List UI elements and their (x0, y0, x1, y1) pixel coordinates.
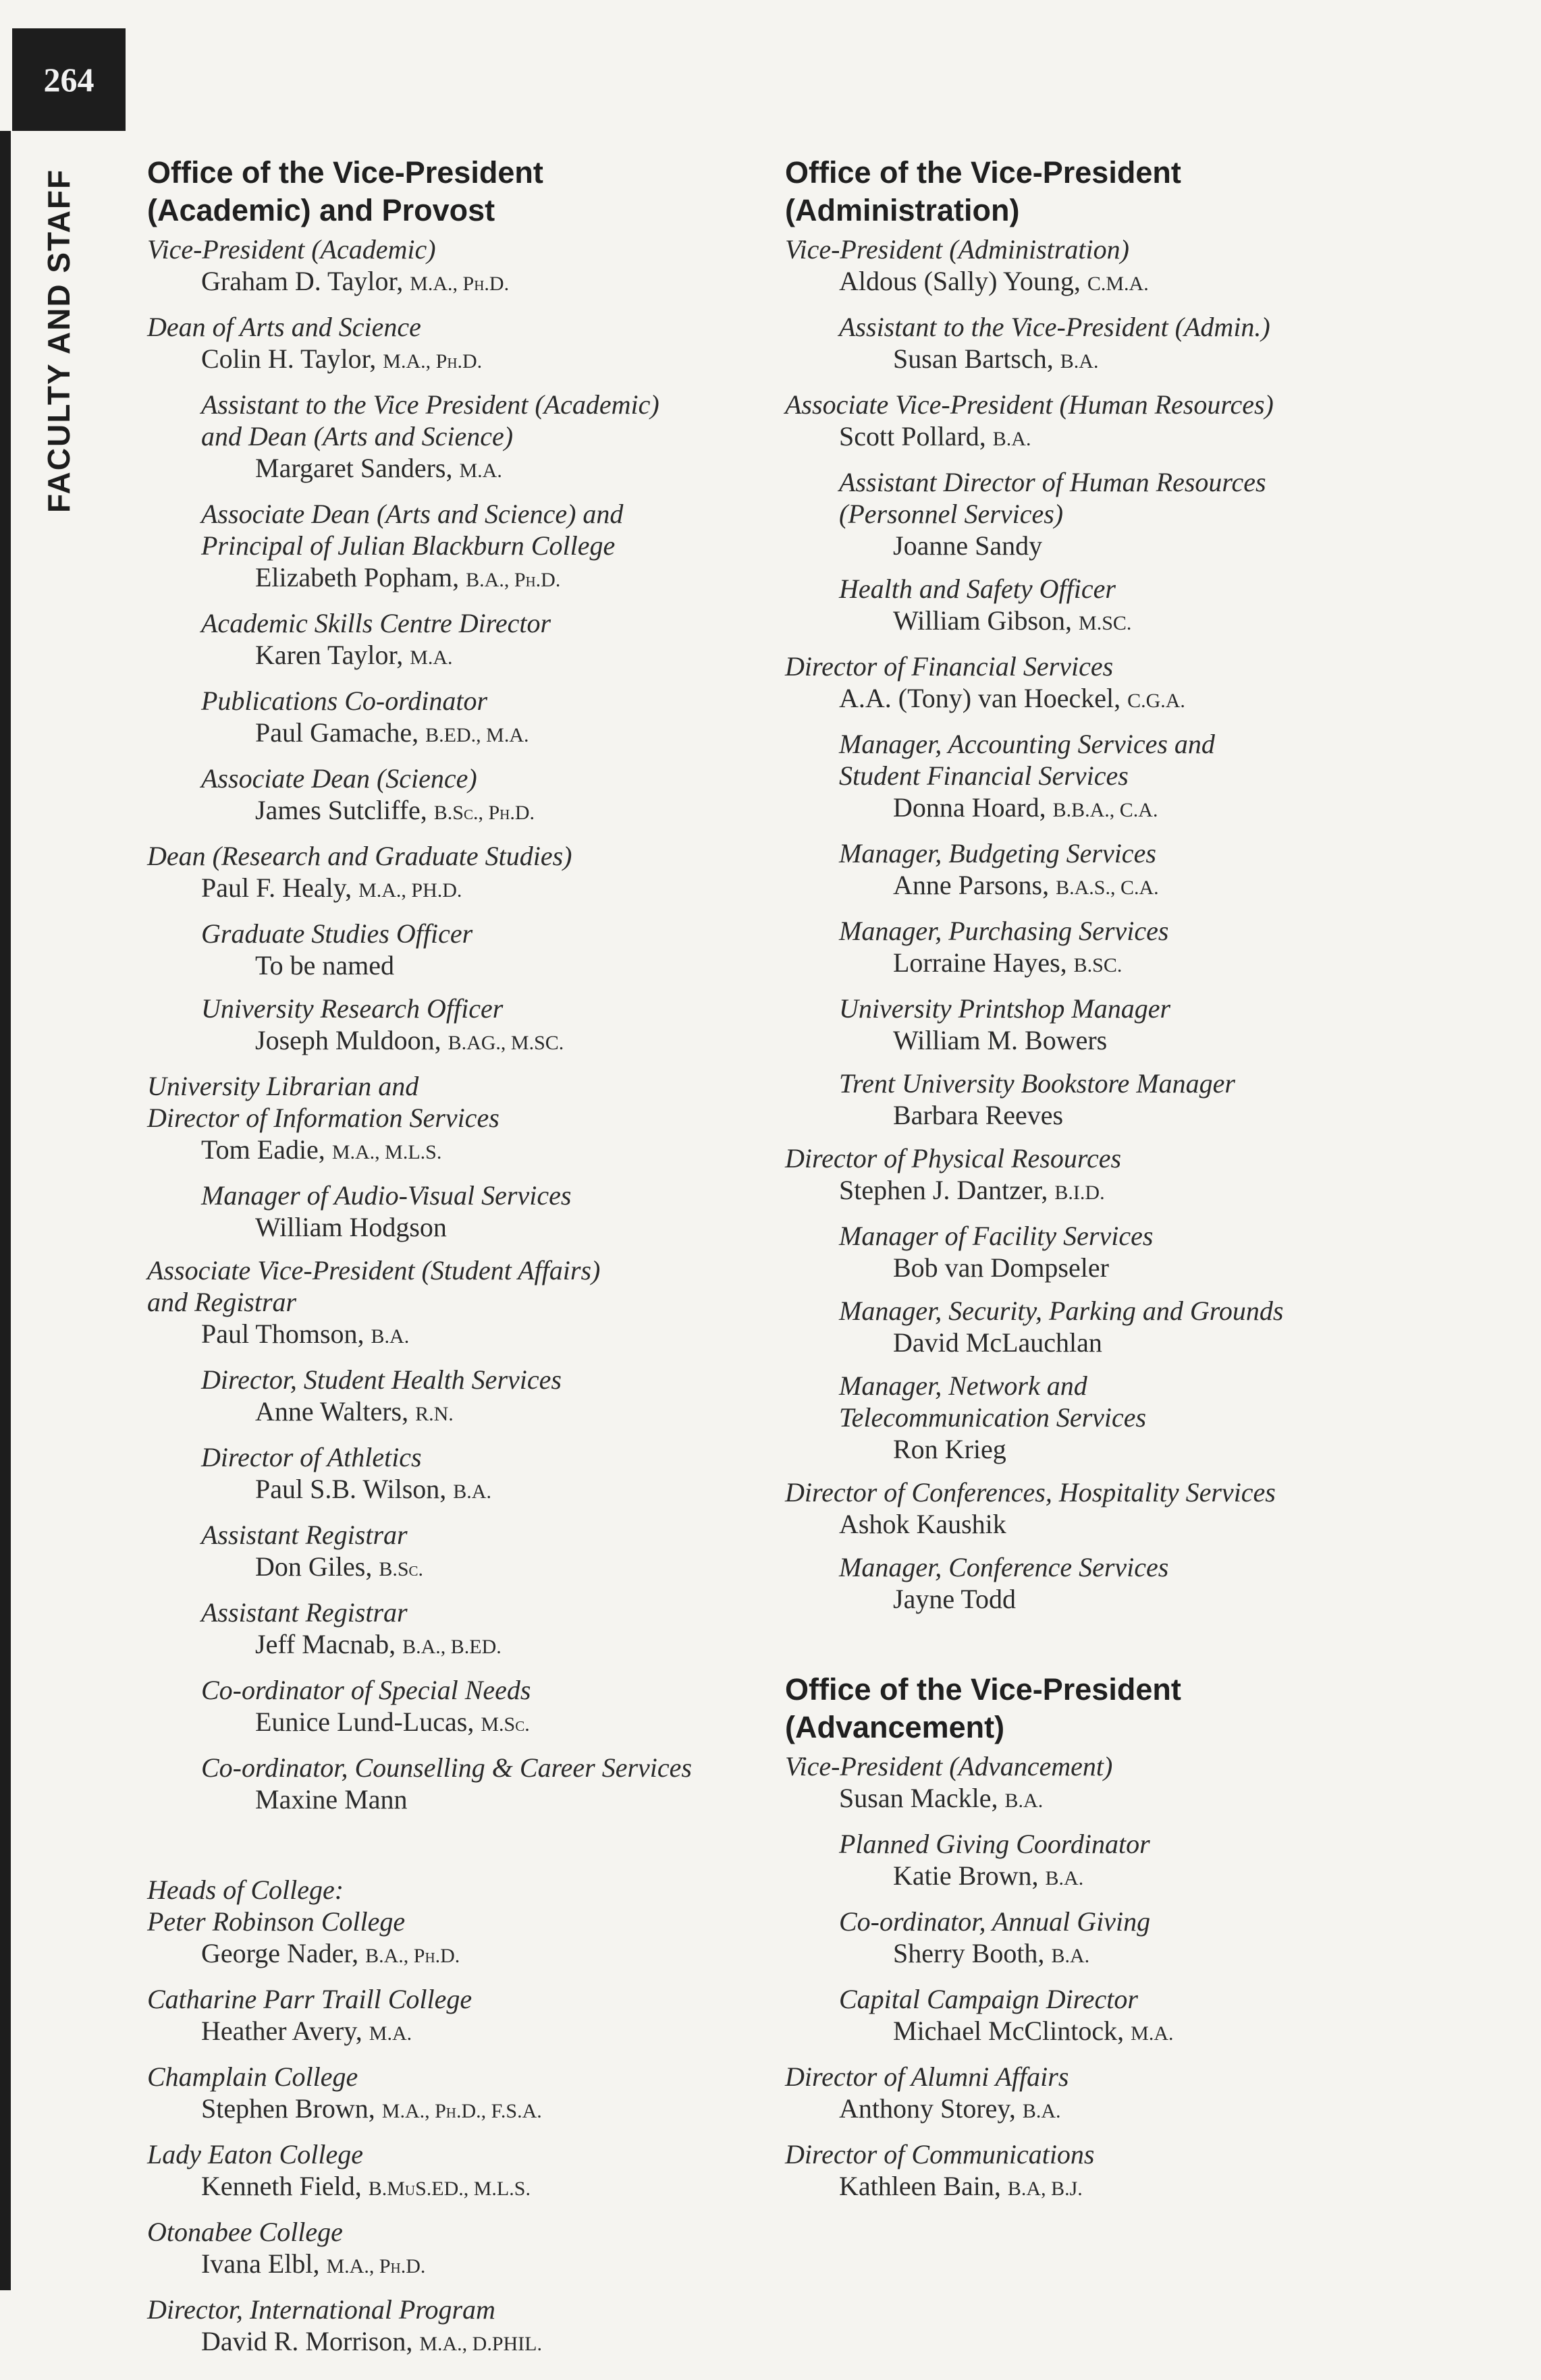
position-title: Trent University Bookstore Manager (839, 1068, 1235, 1099)
position-title: Associate Vice-President (Student Affairs) and Registrar (147, 1255, 601, 1317)
credentials: C.M.A. (1087, 273, 1149, 295)
person-name-line (785, 2170, 1487, 2205)
position-title: Catharine Parr Traill College (147, 1984, 472, 2014)
position-title: Dean (Research and Graduate Studies) (147, 841, 572, 871)
position-title: Manager, Security, Parking and Grounds (839, 1296, 1284, 1326)
staff-entry (147, 993, 768, 1059)
credentials: B.B.A., C.A. (1052, 799, 1158, 821)
person-name-line (147, 265, 768, 300)
position-title: Associate Dean (Science) (201, 763, 477, 794)
staff-entry (785, 1142, 1487, 1209)
credentials: M.A., Ph.D. (326, 2255, 426, 2277)
person-name: Sherry Booth, (893, 1938, 1045, 1968)
person-name: Ron Krieg (893, 1434, 1006, 1464)
person-name: Susan Mackle, (839, 1783, 998, 1813)
credentials: R.N. (415, 1403, 454, 1425)
person-name-line (147, 1134, 768, 1169)
staff-entry (785, 915, 1487, 982)
credentials: M.A., Ph.D. (410, 273, 510, 295)
credentials: B.A. (453, 1480, 491, 1503)
person-name-line (147, 2170, 768, 2205)
staff-entry (785, 311, 1487, 378)
person-name: Anthony Storey, (839, 2093, 1016, 2124)
credentials: B.A. (1022, 2100, 1061, 2122)
person-name-line (201, 717, 768, 752)
person-name: Ashok Kaushik (839, 1509, 1006, 1539)
person-name-line (201, 1551, 768, 1586)
person-name: Paul F. Healy, (201, 873, 352, 903)
person-name-line (147, 2015, 768, 2050)
person-name-line (839, 1327, 1487, 1359)
person-name: Barbara Reeves (893, 1100, 1064, 1130)
staff-entry (785, 993, 1487, 1057)
person-name: Paul Thomson, (201, 1319, 364, 1349)
credentials: B.A. (1045, 1867, 1084, 1889)
position-title: Manager, Budgeting Services (839, 838, 1156, 868)
person-name-line (201, 1211, 768, 1244)
person-name: A.A. (Tony) van Hoeckel, (839, 683, 1121, 713)
person-name-line (201, 452, 768, 487)
person-name-line (201, 561, 768, 597)
position-title: Champlain College (147, 2061, 358, 2092)
staff-entry (785, 1220, 1487, 1284)
person-name-line (839, 343, 1487, 378)
staff-entry (147, 840, 768, 907)
staff-entry (147, 1597, 768, 1663)
credentials: M.A. (410, 646, 453, 669)
staff-entry (147, 1906, 768, 1972)
person-name: Tom Eadie, (201, 1134, 325, 1165)
administration-office-list (785, 233, 1487, 1615)
credentials: B.A., Ph.D. (466, 569, 561, 591)
person-name-line (839, 1937, 1487, 1972)
person-name-line (785, 682, 1487, 717)
person-name: Paul S.B. Wilson, (255, 1474, 447, 1504)
credentials: M.A., PH.D. (358, 879, 462, 902)
person-name: James Sutcliffe, (255, 795, 427, 825)
position-title: Director, International Program (147, 2294, 495, 2325)
credentials: M.Sc. (481, 1713, 530, 1736)
person-name: Heather Avery, (201, 2016, 362, 2046)
staff-entry (147, 1254, 768, 1353)
position-title: University Librarian and Director of Information Services (147, 1071, 499, 1133)
staff-entry (785, 1828, 1487, 1895)
academic-office-heading: Office of the Vice-President (Academic) and Provost (147, 155, 543, 227)
position-title: Assistant Director of Human Resources (Personnel Services) (839, 467, 1266, 529)
person-name: William Gibson, (893, 605, 1073, 636)
person-name-line (839, 1433, 1487, 1466)
position-title: Manager, Conference Services (839, 1552, 1169, 1582)
credentials: M.A. (369, 2022, 412, 2045)
person-name: Colin H. Taylor, (201, 343, 377, 374)
position-title: University Printshop Manager (839, 993, 1171, 1024)
person-name: Maxine Mann (255, 1784, 408, 1815)
credentials: M.A. (1131, 2022, 1174, 2045)
position-title: Vice-President (Administration) (785, 234, 1129, 265)
credentials: M.A., Ph.D., F.S.A. (381, 2100, 542, 2122)
person-name: Stephen J. Dantzer, (839, 1175, 1048, 1205)
position-title: Assistant to the Vice-President (Admin.) (839, 312, 1270, 342)
position-title: Director of Communications (785, 2139, 1095, 2169)
colleges-list (147, 1906, 768, 2360)
position-title: Manager, Network and Telecommunication Services (839, 1371, 1147, 1433)
person-name-line (147, 1318, 768, 1353)
staff-entry (785, 1750, 1487, 1817)
position-title: Dean of Arts and Science (147, 312, 421, 342)
staff-entry (785, 2138, 1487, 2205)
staff-entry (785, 651, 1487, 717)
credentials: C.G.A. (1127, 690, 1185, 712)
person-name-line (201, 1783, 768, 1816)
position-title: Director of Alumni Affairs (785, 2061, 1069, 2092)
person-name: Jeff Macnab, (255, 1629, 396, 1659)
credentials: B.Sc. (379, 1558, 424, 1580)
person-name-line (785, 420, 1487, 455)
credentials: B.Sc., Ph.D. (433, 802, 535, 824)
position-title: Director of Physical Resources (785, 1143, 1122, 1173)
credentials: B.A, B.J. (1007, 2178, 1083, 2200)
credentials: M.A., M.L.S. (331, 1141, 442, 1163)
person-name-line (147, 1937, 768, 1972)
right-column (785, 154, 1487, 2216)
person-name: Ivana Elbl, (201, 2248, 320, 2279)
person-name: Lorraine Hayes, (893, 947, 1067, 978)
staff-entry (785, 1906, 1487, 1972)
person-name: David R. Morrison, (201, 2326, 413, 2356)
person-name: Donna Hoard, (893, 792, 1046, 823)
person-name-line (839, 1252, 1487, 1284)
person-name-line (201, 1706, 768, 1741)
position-title: Co-ordinator of Special Needs (201, 1675, 531, 1705)
position-title: Manager, Purchasing Services (839, 916, 1169, 946)
person-name-line (839, 605, 1487, 640)
position-title: Manager of Audio-Visual Services (201, 1180, 572, 1211)
staff-entry (147, 1364, 768, 1431)
position-title: Lady Eaton College (147, 2139, 363, 2169)
person-name: To be named (255, 950, 395, 980)
person-name: Kathleen Bain, (839, 2171, 1001, 2201)
credentials: B.A., Ph.D. (365, 1945, 460, 1967)
staff-entry (785, 466, 1487, 562)
staff-entry (785, 2061, 1487, 2128)
staff-entry (785, 1068, 1487, 1132)
staff-entry (147, 685, 768, 752)
staff-entry (785, 1370, 1487, 1466)
staff-entry (785, 573, 1487, 640)
staff-entry (785, 1983, 1487, 2050)
person-name: Kenneth Field, (201, 2171, 362, 2201)
position-title: Publications Co-ordinator (201, 686, 488, 716)
position-title: Vice-President (Academic) (147, 234, 436, 265)
person-name-line (201, 639, 768, 674)
person-name: George Nader, (201, 1938, 359, 1968)
staff-entry (785, 837, 1487, 904)
person-name-line (839, 869, 1487, 904)
credentials: M.A., D.PHIL. (419, 2333, 542, 2355)
person-name-line (839, 947, 1487, 982)
person-name: Susan Bartsch, (893, 343, 1054, 374)
person-name-line (839, 530, 1487, 562)
position-title: Assistant Registrar (201, 1520, 408, 1550)
section-tab-bar (0, 131, 11, 2290)
person-name-line (201, 1473, 768, 1508)
person-name: Karen Taylor, (255, 640, 404, 670)
person-name: Graham D. Taylor, (201, 266, 404, 296)
credentials: B.AG., M.SC. (448, 1032, 564, 1054)
position-title: Associate Vice-President (Human Resources) (785, 389, 1274, 420)
staff-entry (147, 389, 768, 487)
section-tab-label: FACULTY AND STAFF (41, 168, 76, 513)
person-name-line (147, 2325, 768, 2360)
person-name-line (201, 1024, 768, 1059)
credentials: M.A., Ph.D. (383, 350, 483, 372)
person-name-line (785, 265, 1487, 300)
credentials: B.A. (371, 1325, 410, 1348)
staff-entry (147, 2294, 768, 2360)
person-name: Katie Brown, (893, 1860, 1039, 1891)
person-name: William M. Bowers (893, 1025, 1108, 1055)
person-name-line (147, 872, 768, 907)
person-name: David McLauchlan (893, 1327, 1102, 1358)
staff-entry (785, 389, 1487, 455)
staff-entry (785, 233, 1487, 300)
position-title: Director of Financial Services (785, 651, 1114, 682)
person-name-line (785, 1174, 1487, 1209)
staff-entry (147, 1983, 768, 2050)
staff-entry (147, 1180, 768, 1244)
person-name-line (201, 1628, 768, 1663)
position-title: Director of Athletics (201, 1442, 422, 1472)
staff-entry (147, 2216, 768, 2283)
person-name: Margaret Sanders, (255, 453, 453, 483)
person-name-line (201, 949, 768, 982)
position-title: Director of Conferences, Hospitality Services (785, 1477, 1276, 1507)
staff-entry (147, 233, 768, 300)
credentials: M.SC. (1079, 612, 1132, 634)
staff-entry (147, 763, 768, 829)
position-title: Co-ordinator, Counselling & Career Services (201, 1752, 692, 1783)
person-name: Don Giles, (255, 1551, 373, 1582)
person-name-line (839, 2015, 1487, 2050)
credentials: B.MuS.ED., M.L.S. (368, 2178, 531, 2200)
position-title: University Research Officer (201, 993, 504, 1024)
person-name: Paul Gamache, (255, 717, 419, 748)
staff-entry (147, 1674, 768, 1741)
position-title: Peter Robinson College (147, 1906, 406, 1937)
staff-entry (785, 1476, 1487, 1541)
position-title: Manager, Accounting Services and Student Financial Services (839, 729, 1215, 791)
person-name: Joanne Sandy (893, 530, 1043, 561)
credentials: B.A.S., C.A. (1056, 877, 1159, 899)
position-title: Health and Safety Officer (839, 574, 1116, 604)
credentials: B.I.D. (1054, 1182, 1105, 1204)
position-title: Otonabee College (147, 2217, 343, 2247)
credentials: B.SC. (1073, 954, 1123, 976)
position-title: Manager of Facility Services (839, 1221, 1154, 1251)
person-name-line (785, 1508, 1487, 1541)
position-title: Vice-President (Advancement) (785, 1751, 1113, 1781)
staff-entry (147, 1519, 768, 1586)
person-name: Joseph Muldoon, (255, 1025, 441, 1055)
position-title: Academic Skills Centre Director (201, 608, 551, 638)
credentials: B.A., B.ED. (402, 1636, 502, 1658)
person-name-line (147, 2093, 768, 2128)
person-name-line (839, 1860, 1487, 1895)
credentials: B.A. (1051, 1945, 1090, 1967)
colleges-label: Heads of College: (147, 1875, 344, 1905)
person-name: Elizabeth Popham, (255, 562, 460, 592)
page-number: 264 (12, 28, 126, 131)
person-name-line (785, 2093, 1487, 2128)
credentials: B.A. (1004, 1790, 1044, 1812)
staff-entry (147, 2138, 768, 2205)
person-name: Bob van Dompseler (893, 1252, 1109, 1283)
credentials: B.A. (992, 428, 1031, 450)
person-name: Anne Parsons, (893, 870, 1050, 900)
person-name: William Hodgson (255, 1212, 447, 1242)
credentials: M.A. (459, 460, 502, 482)
person-name-line (839, 1583, 1487, 1615)
staff-entry (785, 1551, 1487, 1615)
left-column (147, 154, 768, 2371)
staff-entry (785, 728, 1487, 827)
person-name-line (839, 1024, 1487, 1057)
staff-entry (147, 2061, 768, 2128)
position-title: Graduate Studies Officer (201, 918, 473, 949)
person-name: Michael McClintock, (893, 2016, 1125, 2046)
person-name-line (147, 343, 768, 378)
staff-entry (147, 918, 768, 982)
person-name-line (839, 1099, 1487, 1132)
person-name: Eunice Lund-Lucas, (255, 1707, 475, 1737)
staff-entry (147, 1752, 768, 1816)
staff-entry (147, 607, 768, 674)
credentials: B.A. (1060, 350, 1099, 372)
advancement-office-list (785, 1750, 1487, 2205)
position-title: Associate Dean (Arts and Science) and Principal of Julian Blackburn College (201, 499, 624, 561)
person-name-line (839, 792, 1487, 827)
person-name-line (201, 794, 768, 829)
person-name-line (785, 1782, 1487, 1817)
staff-entry (147, 311, 768, 378)
staff-entry (147, 1441, 768, 1508)
position-title: Assistant Registrar (201, 1597, 408, 1628)
position-title: Co-ordinator, Annual Giving (839, 1906, 1151, 1937)
person-name-line (147, 2248, 768, 2283)
position-title: Planned Giving Coordinator (839, 1829, 1150, 1859)
person-name: Jayne Todd (893, 1584, 1016, 1614)
staff-entry (147, 498, 768, 597)
position-title: Assistant to the Vice President (Academic) and Dean (Arts and Science) (201, 389, 659, 451)
staff-entry (785, 1295, 1487, 1359)
staff-entry (147, 1070, 768, 1169)
advancement-office-heading: Office of the Vice-President (Advancement) (785, 1672, 1181, 1744)
person-name-line (201, 1395, 768, 1431)
position-title: Capital Campaign Director (839, 1984, 1138, 2014)
credentials: B.ED., M.A. (425, 724, 529, 746)
academic-office-list (147, 233, 768, 1816)
person-name: Anne Walters, (255, 1396, 409, 1427)
person-name: Stephen Brown, (201, 2093, 375, 2124)
person-name: Aldous (Sally) Young, (839, 266, 1081, 296)
person-name: Scott Pollard, (839, 421, 986, 451)
position-title: Director, Student Health Services (201, 1364, 562, 1395)
administration-office-heading: Office of the Vice-President (Administration) (785, 155, 1181, 227)
